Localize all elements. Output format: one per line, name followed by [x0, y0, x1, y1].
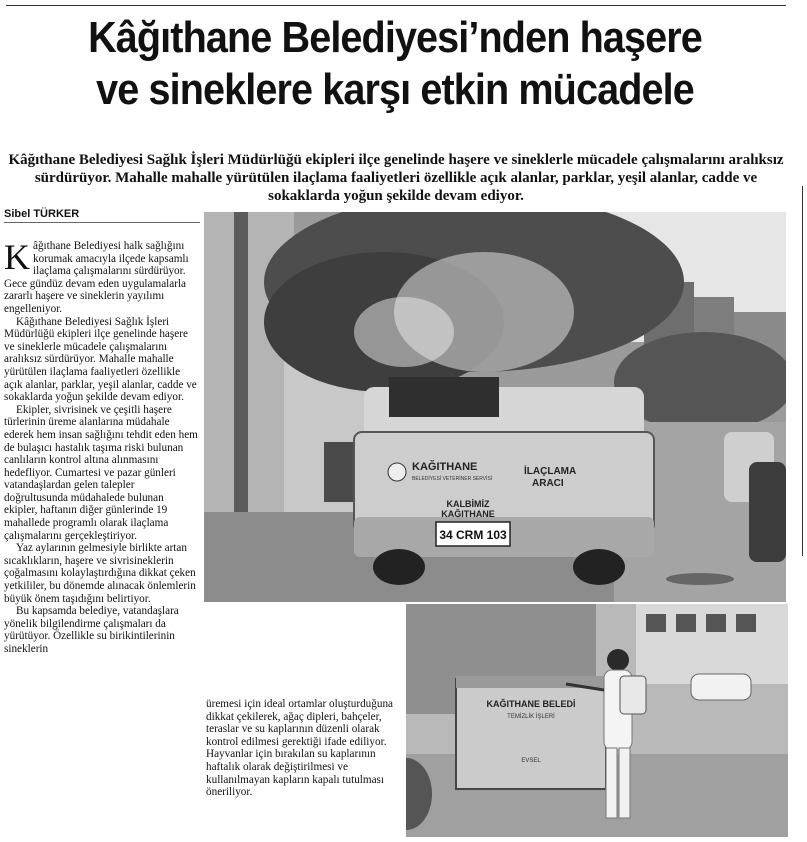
headline-line-2: ve sineklere karşı etkin mücadele — [96, 65, 694, 114]
truck-photo-illustration — [204, 212, 786, 602]
bin-small-label: EVSEL — [521, 758, 541, 764]
bin-sub: TEMİZLİK İŞLERİ — [507, 714, 555, 720]
byline-rule — [4, 222, 200, 223]
column-rule — [802, 186, 803, 556]
license-plate: 34 CRM 103 — [439, 528, 507, 542]
truck-logo-sub: BELEDİYESİ VETERİNER SERVİSİ — [412, 476, 493, 482]
paragraph-1 — [4, 237, 198, 316]
worker-photo-illustration — [406, 604, 788, 837]
article-column-2 — [206, 698, 396, 799]
drop-cap: K — [4, 237, 30, 277]
headline — [40, 12, 751, 116]
bin-label: KAĞITHANE BELEDİ — [486, 699, 576, 709]
article-column-1 — [4, 237, 198, 656]
paragraph-3: Ekipler, sivrisinek ve çeşitli haşere türlerinin üreme alanlarına müdahale ederek hem insan sağlığını tehdit eden hem de bulaşıcı hastalık taşıma riski bulunan canlıların kontrol altına alınmasını hedefliyor. Cumartesi ve pazar günleri vatandaşlardan gelen talepler doğrultusunda müdahalede bulunan ekipler, haftanın diğer günlerinde 19 mahallede programlı olarak ilaçlama çalışmalarını gerçekleştiriyor. — [4, 403, 198, 542]
paragraph-1-text: âğıthane Belediyesi halk sağlığını korumak amacıyla ilçede kapsamlı ilaçlama çalışmalarını sürdürüyor. Gece gündüz devam eden uygulamalarla zararlı haşere ve sineklerin yayılımı engelleniyor. — [4, 240, 189, 315]
headline-line-1: Kâğıthane Belediyesi’nden haşere — [88, 13, 702, 62]
photo-worker-spraying — [404, 602, 788, 837]
lead-paragraph: Kâğıthane Belediyesi Sağlık İşleri Müdürlüğü ekipleri ilçe genelinde haşere ve sineklerle mücadele çalışmalarını aralıksız sürdürüyor. Mahalle mahalle yürütülen ilaçlama faaliyetleri özellikle açık alanlar, parklar, yeşil alanlar, cadde ve sokaklarda yoğun şekilde devam ediyor. — [8, 152, 784, 204]
byline: Sibel TÜRKER — [4, 208, 80, 220]
truck-label-1: İLAÇLAMA — [524, 466, 577, 477]
photo-spraying-truck — [204, 212, 786, 602]
truck-label-2: ARACI — [532, 478, 564, 489]
top-rule — [6, 5, 786, 6]
truck-slogan-1: KALBİMİZ — [446, 499, 490, 509]
paragraph-2: Kâğıthane Belediyesi Sağlık İşleri Müdürlüğü ekipleri ilçe genelinde haşere ve sineklerle mücadele çalışmalarını aralıksız sürdürüyor. Mahalle mahalle yürütülen ilaçlama faaliyetleri özellikle açık alanlar, parklar, yeşil alanlar, cadde ve sokaklarda yoğun şekilde devam ediyor. — [4, 315, 197, 404]
truck-logo: KAĞITHANE — [412, 461, 478, 473]
paragraph-5: Bu kapsamda belediye, vatandaşlara yönelik bilgilendirme çalışmaları da yürütüyor. Özellikle su birikintilerinin sineklerin — [4, 605, 179, 655]
truck-slogan-2: KAĞITHANE — [441, 509, 495, 519]
paragraph-6: üremesi için ideal ortamlar oluşturduğuna dikkat çekilerek, ağaç dipleri, bahçeler, teraslar ve su kaplarının düzenli olarak kontrol edilmesi gerektiği ifade ediliyor. Hayvanlar için bırakılan su kaplarının haftalık olarak değiştirilmesi ve kullanılmayan kapların kapalı tutulması öneriliyor. — [206, 698, 394, 799]
paragraph-4: Yaz aylarının gelmesiyle birlikte artan sıcaklıkların, haşere ve sivrisineklerin çoğalmasını kolaylaştırdığına dikkat çeken yetkililer, bu dönemde alınacak önlemlerin büyük önem taşıdığını belirtiyor. — [4, 542, 196, 605]
